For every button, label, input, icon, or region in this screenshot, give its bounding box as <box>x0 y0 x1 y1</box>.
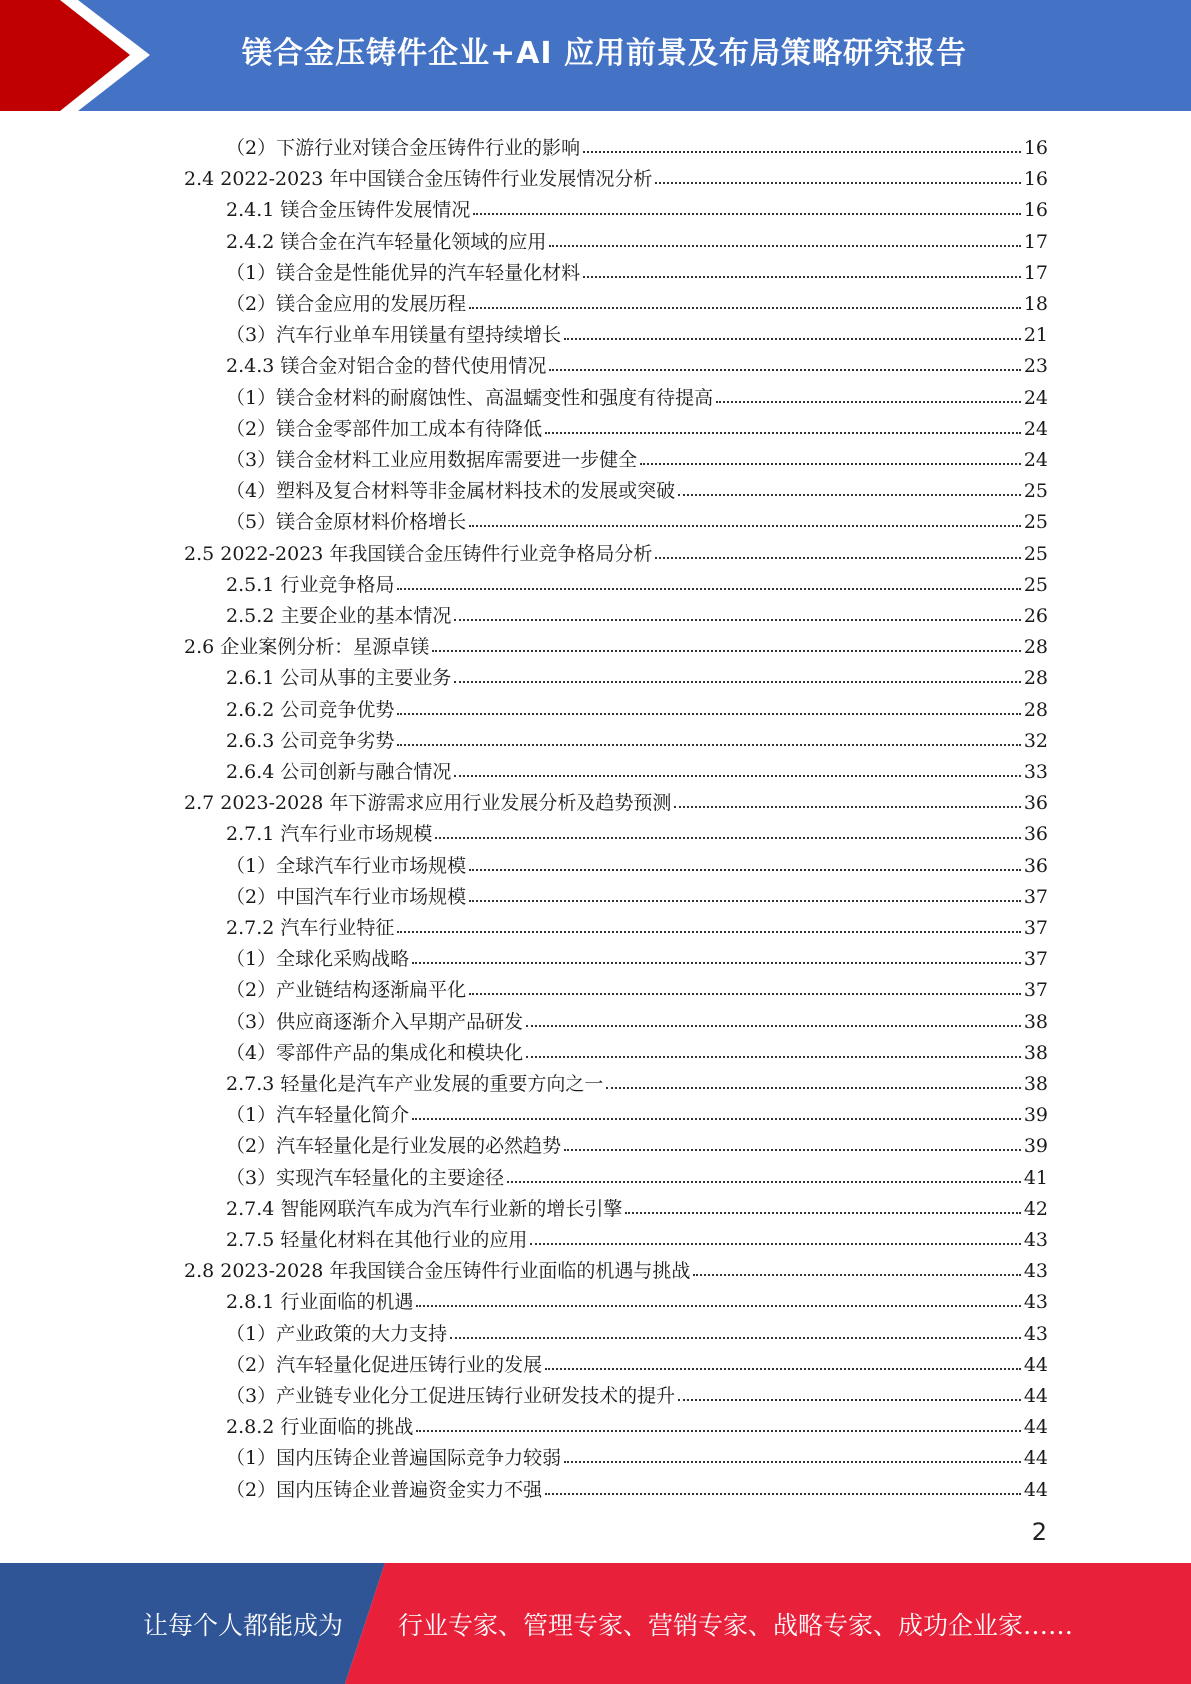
toc-dot-leader <box>545 1367 1021 1370</box>
toc-dot-leader <box>469 306 1021 309</box>
toc-entry-label: （2）镁合金零部件加工成本有待降低 <box>226 417 543 440</box>
toc-entry[interactable] <box>226 221 1048 252</box>
toc-entry-page: 25 <box>1023 542 1048 565</box>
toc-entry[interactable] <box>226 439 1048 470</box>
toc-dot-leader <box>526 1055 1021 1058</box>
toc-entry[interactable] <box>226 1219 1048 1250</box>
toc-entry-label: 2.4 2022-2023 年中国镁合金压铸件行业发展情况分析 <box>184 168 653 191</box>
toc-entry-page: 18 <box>1023 293 1048 315</box>
toc-entry[interactable] <box>226 127 1048 158</box>
toc-dot-leader <box>564 1460 1021 1463</box>
toc-dot-leader <box>583 150 1021 153</box>
toc-entry-label: 2.6 企业案例分析：星源卓镁 <box>184 636 430 659</box>
toc-dot-leader <box>397 930 1020 933</box>
toc-entry-label: 2.7.4 智能网联汽车成为汽车行业新的增长引擎 <box>226 1197 623 1220</box>
toc-entry-page: 38 <box>1023 1010 1048 1033</box>
toc-entry[interactable] <box>226 1001 1048 1032</box>
toc-entry-label: 2.8.1 行业面临的机遇 <box>226 1291 414 1314</box>
toc-entry[interactable] <box>226 657 1048 688</box>
toc-dot-leader <box>549 244 1020 247</box>
toc-entry-page: 28 <box>1023 636 1048 659</box>
toc-entry-page: 21 <box>1023 324 1048 347</box>
toc-entry[interactable] <box>226 1469 1048 1500</box>
page-number: 2 <box>1031 1518 1047 1546</box>
toc-dot-leader <box>678 493 1021 496</box>
toc-entry-page: 43 <box>1023 1291 1048 1314</box>
toc-entry-label: （3）实现汽车轻量化的主要途径 <box>226 1166 505 1189</box>
toc-entry[interactable] <box>226 720 1048 751</box>
toc-entry-page: 44 <box>1023 1353 1048 1376</box>
toc-entry-page: 23 <box>1023 355 1048 378</box>
toc-entry-label: （4）塑料及复合材料等非金属材料技术的发展或突破 <box>226 480 676 503</box>
toc-dot-leader <box>397 743 1020 746</box>
toc-entry-label: 2.4.3 镁合金对铝合金的替代使用情况 <box>226 355 547 378</box>
toc-entry-label: （2）中国汽车行业市场规模 <box>226 885 467 908</box>
toc-entry[interactable] <box>226 876 1048 907</box>
toc-dot-leader <box>640 462 1021 465</box>
toc-entry-page: 16 <box>1023 199 1048 222</box>
toc-entry-page: 37 <box>1023 979 1048 1002</box>
toc-dot-leader <box>416 1304 1020 1307</box>
toc-entry-page: 17 <box>1023 230 1048 253</box>
toc-entry-label: 2.7.2 汽车行业特征 <box>226 917 395 939</box>
toc-dot-leader <box>674 805 1020 808</box>
toc-entry-label: （2）汽车轻量化是行业发展的必然趋势 <box>226 1135 562 1158</box>
toc-entry[interactable] <box>226 1157 1048 1188</box>
toc-entry-label: 2.7 2023-2028 年下游需求应用行业发展分析及趋势预测 <box>184 792 672 815</box>
toc-entry-label: 2.6.3 公司竞争劣势 <box>226 729 395 752</box>
toc-entry-label: 2.7.5 轻量化材料在其他行业的应用 <box>226 1229 528 1251</box>
toc-entry[interactable] <box>226 408 1048 439</box>
toc-entry-label: 2.4.1 镁合金压铸件发展情况 <box>226 199 471 222</box>
toc-entry-label: （1）镁合金是性能优异的汽车轻量化材料 <box>226 261 581 284</box>
toc-entry[interactable] <box>226 907 1048 938</box>
toc-entry[interactable] <box>226 1063 1048 1094</box>
toc-dot-leader <box>397 712 1020 715</box>
toc-dot-leader <box>397 587 1020 590</box>
toc-entry[interactable] <box>226 689 1048 720</box>
toc-entry-page: 44 <box>1023 1478 1048 1501</box>
header-arrow-decoration <box>0 0 160 111</box>
toc-entry-page: 37 <box>1023 917 1048 939</box>
toc-entry-label: （5）镁合金原材料价格增长 <box>226 511 467 534</box>
toc-dot-leader <box>412 1117 1021 1120</box>
toc-dot-leader <box>655 556 1020 559</box>
toc-entry-label: （2）下游行业对镁合金压铸件行业的影响 <box>226 137 581 159</box>
toc-entry-label: （1）国内压铸企业普遍国际竞争力较弱 <box>226 1447 562 1470</box>
toc-entry[interactable] <box>226 1313 1048 1344</box>
toc-dot-leader <box>454 774 1020 777</box>
toc-entry-page: 25 <box>1023 480 1048 503</box>
toc-entry[interactable] <box>226 813 1048 844</box>
toc-entry-page: 41 <box>1023 1166 1048 1189</box>
report-title: 镁合金压铸件企业+AI 应用前景及布局策略研究报告 <box>242 36 967 71</box>
toc-entry[interactable] <box>184 533 1048 564</box>
toc-entry-page: 25 <box>1023 573 1048 596</box>
toc-entry-label: 2.7.3 轻量化是汽车产业发展的重要方向之一 <box>226 1073 604 1095</box>
toc-dot-leader <box>450 1336 1021 1339</box>
toc-entry-label: 2.6.1 公司从事的主要业务 <box>226 667 452 690</box>
toc-dot-leader <box>716 400 1021 403</box>
toc-dot-leader <box>432 649 1021 652</box>
toc-entry-page: 16 <box>1023 168 1048 191</box>
toc-entry-page: 39 <box>1023 1135 1048 1158</box>
page-header <box>0 0 1191 111</box>
toc-entry[interactable] <box>226 470 1048 501</box>
toc-dot-leader <box>435 836 1020 839</box>
toc-dot-leader <box>469 899 1021 902</box>
toc-entry[interactable] <box>184 782 1048 813</box>
toc-entry-page: 33 <box>1023 761 1048 783</box>
toc-entry[interactable] <box>226 1406 1048 1437</box>
toc-dot-leader <box>454 680 1020 683</box>
toc-entry-label: 2.6.4 公司创新与融合情况 <box>226 761 452 783</box>
toc-dot-leader <box>416 1429 1020 1432</box>
toc-entry-page: 38 <box>1023 1041 1048 1064</box>
toc-entry[interactable] <box>226 1281 1048 1312</box>
toc-entry[interactable] <box>226 314 1048 345</box>
toc-entry-label: （3）供应商逐渐介入早期产品研发 <box>226 1010 524 1033</box>
toc-entry-page: 36 <box>1023 823 1048 846</box>
toc-entry[interactable] <box>226 751 1048 782</box>
toc-dot-leader <box>549 368 1020 371</box>
toc-entry[interactable] <box>226 1375 1048 1406</box>
toc-entry-page: 38 <box>1023 1073 1048 1095</box>
footer-slogan-right: 行业专家、管理专家、营销专家、战略专家、成功企业家…… <box>398 1610 1074 1640</box>
toc-entry-label: （2）汽车轻量化促进压铸行业的发展 <box>226 1353 543 1376</box>
toc-entry-page: 44 <box>1023 1447 1048 1470</box>
toc-entry[interactable] <box>184 158 1048 189</box>
toc-dot-leader <box>530 1242 1020 1245</box>
toc-entry[interactable] <box>226 1032 1048 1063</box>
toc-entry-label: 2.7.1 汽车行业市场规模 <box>226 823 433 846</box>
toc-entry-page: 43 <box>1023 1322 1048 1345</box>
toc-dot-leader <box>473 212 1020 215</box>
toc-entry[interactable] <box>226 252 1048 283</box>
toc-dot-leader <box>625 1211 1020 1214</box>
toc-entry-label: 2.4.2 镁合金在汽车轻量化领域的应用 <box>226 230 547 253</box>
toc-entry[interactable] <box>226 564 1048 595</box>
toc-entry-page: 24 <box>1023 417 1048 440</box>
toc-entry-page: 24 <box>1023 386 1048 409</box>
toc-dot-leader <box>507 1180 1021 1183</box>
toc-dot-leader <box>583 275 1021 278</box>
toc-dot-leader <box>454 618 1020 621</box>
toc-entry[interactable] <box>226 1188 1048 1219</box>
toc-dot-leader <box>606 1086 1020 1089</box>
toc-entry-page: 36 <box>1023 854 1048 877</box>
toc-dot-leader <box>469 524 1021 527</box>
toc-entry[interactable] <box>226 845 1048 876</box>
toc-entry-page: 42 <box>1023 1197 1048 1220</box>
toc-entry[interactable] <box>226 283 1048 314</box>
toc-entry-page: 16 <box>1023 137 1048 159</box>
toc-entry-page: 43 <box>1023 1260 1048 1283</box>
toc-entry-label: （1）产业政策的大力支持 <box>226 1322 448 1345</box>
footer-slogan-left: 让每个人都能成为 <box>143 1610 344 1640</box>
toc-entry-page: 28 <box>1023 667 1048 690</box>
toc-dot-leader <box>678 1398 1021 1401</box>
toc-entry-page: 25 <box>1023 511 1048 534</box>
toc-entry-label: （4）零部件产品的集成化和模块化 <box>226 1041 524 1064</box>
toc-entry[interactable] <box>226 501 1048 532</box>
toc-entry[interactable] <box>184 626 1048 657</box>
toc-entry-label: （2）产业链结构逐渐扁平化 <box>226 979 467 1002</box>
toc-entry[interactable] <box>226 189 1048 220</box>
toc-entry-label: （1）全球汽车行业市场规模 <box>226 854 467 877</box>
toc-entry-page: 24 <box>1023 449 1048 471</box>
toc-dot-leader <box>693 1273 1020 1276</box>
toc-entry-page: 17 <box>1023 261 1048 284</box>
toc-entry-page: 39 <box>1023 1104 1048 1127</box>
toc-dot-leader <box>545 1492 1021 1495</box>
toc-entry-page: 32 <box>1023 729 1048 752</box>
toc-entry-label: （1）镁合金材料的耐腐蚀性、高温蠕变性和强度有待提高 <box>226 386 714 409</box>
toc-entry-label: （2）镁合金应用的发展历程 <box>226 293 467 315</box>
toc-dot-leader <box>655 181 1020 184</box>
toc-entry-label: （1）汽车轻量化简介 <box>226 1104 410 1127</box>
toc-entry[interactable] <box>226 1437 1048 1468</box>
toc-entry-label: 2.6.2 公司竞争优势 <box>226 698 395 721</box>
toc-entry-label: 2.5.1 行业竞争格局 <box>226 573 395 596</box>
toc-entry[interactable] <box>226 938 1048 969</box>
toc-dot-leader <box>412 961 1021 964</box>
toc-entry[interactable] <box>226 1344 1048 1375</box>
toc-entry-page: 36 <box>1023 792 1048 815</box>
toc-entry-page: 44 <box>1023 1385 1048 1407</box>
toc-entry-page: 26 <box>1023 605 1048 627</box>
toc-dot-leader <box>564 1148 1021 1151</box>
toc-entry-label: 2.5.2 主要企业的基本情况 <box>226 605 452 627</box>
toc-entry-label: （3）汽车行业单车用镁量有望持续增长 <box>226 324 562 347</box>
toc-dot-leader <box>526 1024 1021 1027</box>
toc-entry-page: 44 <box>1023 1416 1048 1439</box>
toc-entry-label: （3）镁合金材料工业应用数据库需要进一步健全 <box>226 449 638 471</box>
toc-dot-leader <box>545 431 1021 434</box>
toc-entry[interactable] <box>226 1094 1048 1125</box>
toc-entry-page: 28 <box>1023 698 1048 721</box>
toc-entry[interactable] <box>226 1125 1048 1156</box>
toc-entry-page: 37 <box>1023 885 1048 908</box>
toc-entry-page: 37 <box>1023 948 1048 971</box>
toc-entry-label: 2.5 2022-2023 年我国镁合金压铸件行业竞争格局分析 <box>184 542 653 565</box>
toc-entry-label: 2.8.2 行业面临的挑战 <box>226 1416 414 1439</box>
toc-entry[interactable] <box>226 595 1048 626</box>
page-footer <box>0 1563 1191 1684</box>
toc-entry[interactable] <box>226 377 1048 408</box>
toc-dot-leader <box>469 992 1021 995</box>
toc-entry-page: 43 <box>1023 1229 1048 1251</box>
toc-entry-label: （3）产业链专业化分工促进压铸行业研发技术的提升 <box>226 1385 676 1407</box>
toc-dot-leader <box>564 337 1021 340</box>
toc-dot-leader <box>469 868 1021 871</box>
toc-entry[interactable] <box>184 1250 1048 1281</box>
toc-entry-label: （1）全球化采购战略 <box>226 948 410 971</box>
toc-entry[interactable] <box>226 345 1048 376</box>
toc-entry[interactable] <box>226 969 1048 1000</box>
toc-entry-label: 2.8 2023-2028 年我国镁合金压铸件行业面临的机遇与挑战 <box>184 1260 691 1283</box>
toc-entry-label: （2）国内压铸企业普遍资金实力不强 <box>226 1478 543 1501</box>
